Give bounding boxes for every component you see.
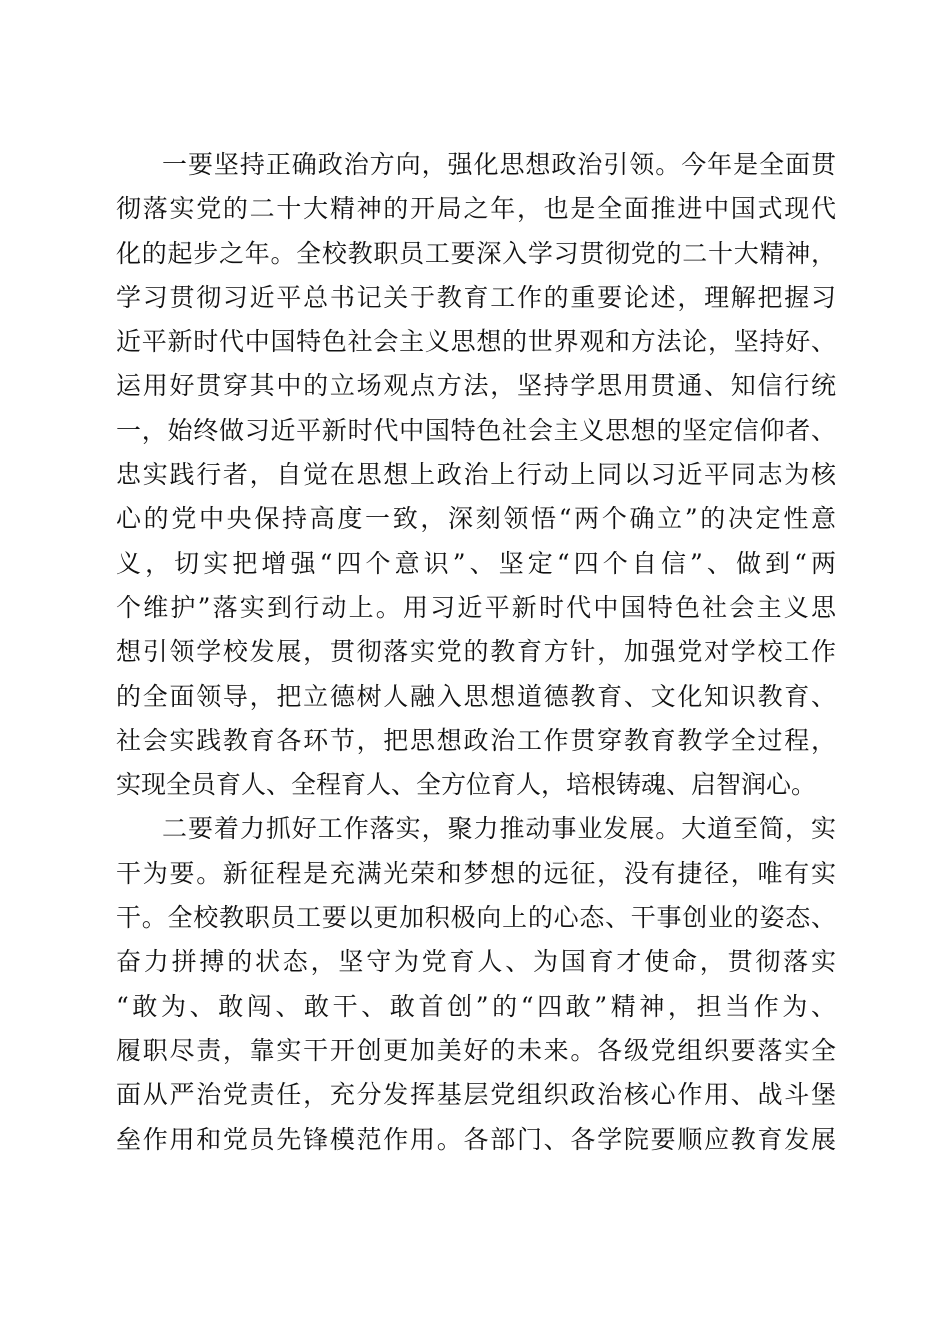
paragraph-line: 一要坚持正确政治方向，强化思想政治引领。今年是全面贯: [162, 150, 836, 179]
paragraph-line: 运用好贯穿其中的立场观点方法，坚持学思用贯通、知信行统: [116, 371, 836, 401]
paragraph-line: 个维护”落实到行动上。用习近平新时代中国特色社会主义思: [116, 592, 836, 622]
document-body: [116, 143, 836, 1162]
paragraph-line: 一，始终做习近平新时代中国特色社会主义思想的坚定信仰者、: [116, 415, 836, 445]
paragraph-line: 近平新时代中国特色社会主义思想的世界观和方法论，坚持好、: [116, 327, 836, 357]
paragraph-line: 社会实践教育各环节，把思想政治工作贯穿教育教学全过程，: [116, 725, 836, 755]
paragraph-line: 干。全校教职员工要以更加积极向上的心态、干事创业的姿态、: [116, 903, 836, 933]
paragraph-line: 二要着力抓好工作落实，聚力推动事业发展。大道至简，实: [162, 814, 836, 844]
paragraph-line: “敢为、敢闯、敢干、敢首创”的“四敢”精神，担当作为、: [116, 991, 836, 1021]
paragraph-line: 实现全员育人、全程育人、全方位育人，培根铸魂、启智润心。: [116, 770, 817, 800]
paragraph-line: 想引领学校发展，贯彻落实党的教育方针，加强党对学校工作: [116, 637, 836, 667]
paragraph-work-implementation: [116, 807, 836, 1161]
paragraph-line: 垒作用和党员先锋模范作用。各部门、各学院要顺应教育发展: [116, 1124, 836, 1154]
paragraph-line: 奋力拼搏的状态，坚守为党育人、为国育才使命，贯彻落实: [116, 947, 836, 977]
paragraph-line: 学习贯彻习近平总书记关于教育工作的重要论述，理解把握习: [116, 282, 836, 312]
paragraph-political-direction: [116, 143, 836, 807]
paragraph-line: 义，切实把增强“四个意识”、坚定“四个自信”、做到“两: [116, 548, 836, 578]
paragraph-line: 干为要。新征程是充满光荣和梦想的远征，没有捷径，唯有实: [116, 858, 836, 888]
paragraph-line: 忠实践行者，自觉在思想上政治上行动上同以习近平同志为核: [116, 460, 836, 490]
paragraph-line: 的全面领导，把立德树人融入思想道德教育、文化知识教育、: [116, 681, 836, 711]
paragraph-line: 履职尽责，靠实干开创更加美好的未来。各级党组织要落实全: [116, 1035, 836, 1065]
paragraph-line: 面从严治党责任，充分发挥基层党组织政治核心作用、战斗堡: [116, 1080, 836, 1110]
paragraph-line: 心的党中央保持高度一致，深刻领悟“两个确立”的决定性意: [116, 504, 836, 534]
paragraph-line: 彻落实党的二十大精神的开局之年，也是全面推进中国式现代: [116, 194, 836, 224]
paragraph-line: 化的起步之年。全校教职员工要深入学习贯彻党的二十大精神，: [116, 238, 836, 268]
